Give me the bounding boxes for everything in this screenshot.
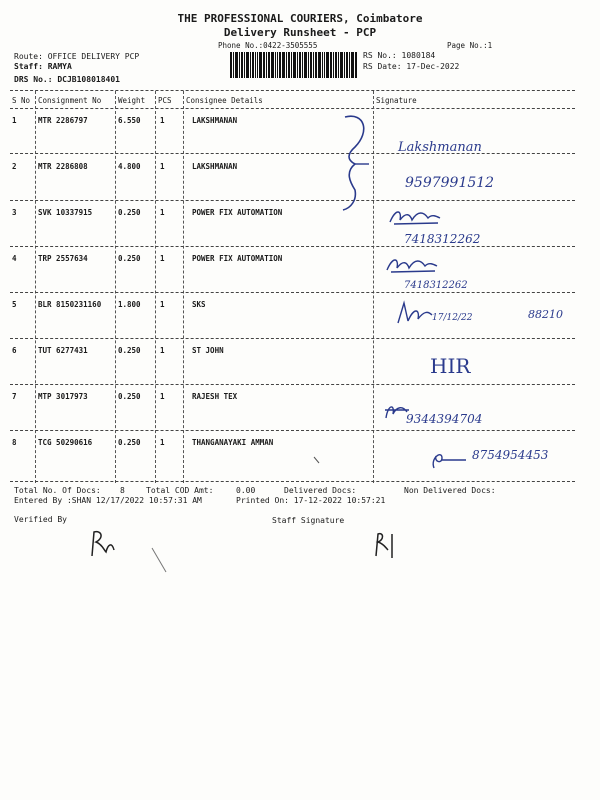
cell-consignment: BLR 8150231160 — [38, 300, 102, 309]
cell-consignee: THANGANAYAKI AMMAN — [192, 438, 274, 447]
handwritten-phone: 7418312262 — [404, 232, 481, 246]
company-name: THE PROFESSIONAL COURIERS, Coimbatore — [177, 12, 423, 25]
cell-weight: 0.250 — [118, 208, 141, 217]
handwritten-phone: 8754954453 — [472, 448, 549, 462]
cell-sno: 7 — [12, 392, 17, 401]
cell-consignment: MTP 3017973 — [38, 392, 88, 401]
col-header-sno: S No — [12, 96, 31, 105]
total-docs-value: 8 — [120, 486, 125, 495]
cell-sno: 5 — [12, 300, 17, 309]
cod-value: 0.00 — [236, 486, 256, 495]
phone-number: Phone No.:0422-3505555 — [218, 41, 318, 50]
document-title: Delivery Runsheet - PCP — [223, 26, 377, 39]
col-header-consignment: Consignment No — [38, 96, 102, 105]
cell-pcs: 1 — [160, 208, 165, 217]
stray-mark — [312, 455, 322, 465]
cell-consignee: POWER FIX AUTOMATION — [192, 208, 283, 217]
cell-weight: 6.550 — [118, 116, 141, 125]
column-separator — [115, 91, 116, 483]
barcode — [230, 52, 358, 78]
handwritten-code: 88210 — [528, 308, 563, 321]
cell-consignment: MTR 2286808 — [38, 162, 88, 171]
scribble-signature — [388, 206, 443, 228]
cell-pcs: 1 — [160, 116, 165, 125]
cell-consignee: RAJESH TEX — [192, 392, 238, 401]
printed-on: Printed On: 17-12-2022 10:57:21 — [236, 496, 386, 505]
cell-weight: 0.250 — [118, 438, 141, 447]
cell-consignment: TCG 50290616 — [38, 438, 93, 447]
cell-consignment: SVK 10337915 — [38, 208, 93, 217]
verified-by-label: Verified By — [14, 515, 67, 524]
col-header-signature: Signature — [376, 96, 417, 105]
table-row — [12, 254, 572, 270]
cell-pcs: 1 — [160, 254, 165, 263]
cell-pcs: 1 — [160, 162, 165, 171]
cell-sno: 8 — [12, 438, 17, 447]
handwritten-text: HIR — [430, 354, 471, 378]
cell-sno: 2 — [12, 162, 17, 171]
cell-pcs: 1 — [160, 346, 165, 355]
cell-consignment: TRP 2557634 — [38, 254, 88, 263]
cell-consignee: LAKSHMANAN — [192, 116, 238, 125]
divider — [10, 430, 575, 431]
column-separator — [155, 91, 156, 483]
table-row — [12, 208, 572, 224]
staff-signature — [370, 528, 400, 560]
column-separator — [35, 91, 36, 483]
divider — [10, 153, 575, 154]
col-header-pcs: PCS — [158, 96, 172, 105]
handwritten-name: Lakshmanan — [398, 140, 482, 155]
cell-sno: 3 — [12, 208, 17, 217]
staff-signature-label: Staff Signature — [272, 516, 345, 525]
handwritten-phone: 9344394704 — [406, 412, 483, 426]
table-row — [12, 300, 572, 316]
divider — [10, 108, 575, 109]
table-row — [12, 116, 572, 132]
divider — [10, 246, 575, 247]
cell-weight: 1.800 — [118, 300, 141, 309]
divider — [10, 200, 575, 201]
scribble-signature — [394, 297, 434, 327]
scribble-signature — [428, 448, 468, 472]
cell-consignee: POWER FIX AUTOMATION — [192, 254, 283, 263]
cell-sno: 1 — [12, 116, 17, 125]
cell-sno: 4 — [12, 254, 17, 263]
handwritten-phone: 9597991512 — [405, 175, 495, 191]
table-row — [12, 346, 572, 362]
cell-pcs: 1 — [160, 392, 165, 401]
staff: Staff: RAMYA — [14, 62, 72, 71]
col-header-consignee: Consignee Details — [186, 96, 263, 105]
cell-weight: 0.250 — [118, 254, 141, 263]
divider — [10, 90, 575, 91]
cell-sno: 6 — [12, 346, 17, 355]
cell-consignment: TUT 6277431 — [38, 346, 88, 355]
total-docs-label: Total No. Of Docs: — [14, 486, 101, 495]
divider — [10, 338, 575, 339]
cell-consignment: MTR 2286797 — [38, 116, 88, 125]
cell-consignee: SKS — [192, 300, 206, 309]
cell-pcs: 1 — [160, 438, 165, 447]
rs-date: RS Date: 17-Dec-2022 — [363, 62, 460, 71]
cell-consignee: ST JOHN — [192, 346, 224, 355]
cell-pcs: 1 — [160, 300, 165, 309]
brace-mark-signature — [325, 112, 385, 212]
cell-weight: 0.250 — [118, 346, 141, 355]
delivered-docs-label: Delivered Docs: — [284, 486, 357, 495]
col-header-weight: Weight — [118, 96, 146, 105]
cod-label: Total COD Amt: — [146, 486, 214, 495]
divider — [10, 384, 575, 385]
divider — [10, 481, 575, 482]
cell-consignee: LAKSHMANAN — [192, 162, 238, 171]
scribble-signature — [385, 254, 440, 276]
rs-number: RS No.: 1080184 — [363, 51, 436, 60]
divider — [10, 292, 575, 293]
handwritten-phone: 7418312262 — [404, 280, 468, 291]
table-row — [12, 392, 572, 408]
handwritten-date: 17/12/22 — [432, 313, 473, 323]
column-separator — [183, 91, 184, 483]
drs-number: DRS No.: DCJB108018401 — [14, 75, 120, 84]
non-delivered-docs-label: Non Delivered Docs: — [404, 486, 496, 495]
entered-by: Entered By :SHAN 12/17/2022 10:57:31 AM — [14, 496, 202, 505]
stray-mark — [150, 546, 170, 576]
page-number: Page No.:1 — [447, 41, 493, 50]
cell-weight: 4.800 — [118, 162, 141, 171]
verifier-signature — [86, 528, 122, 560]
cell-weight: 0.250 — [118, 392, 141, 401]
route: Route: OFFICE DELIVERY PCP — [14, 52, 140, 61]
